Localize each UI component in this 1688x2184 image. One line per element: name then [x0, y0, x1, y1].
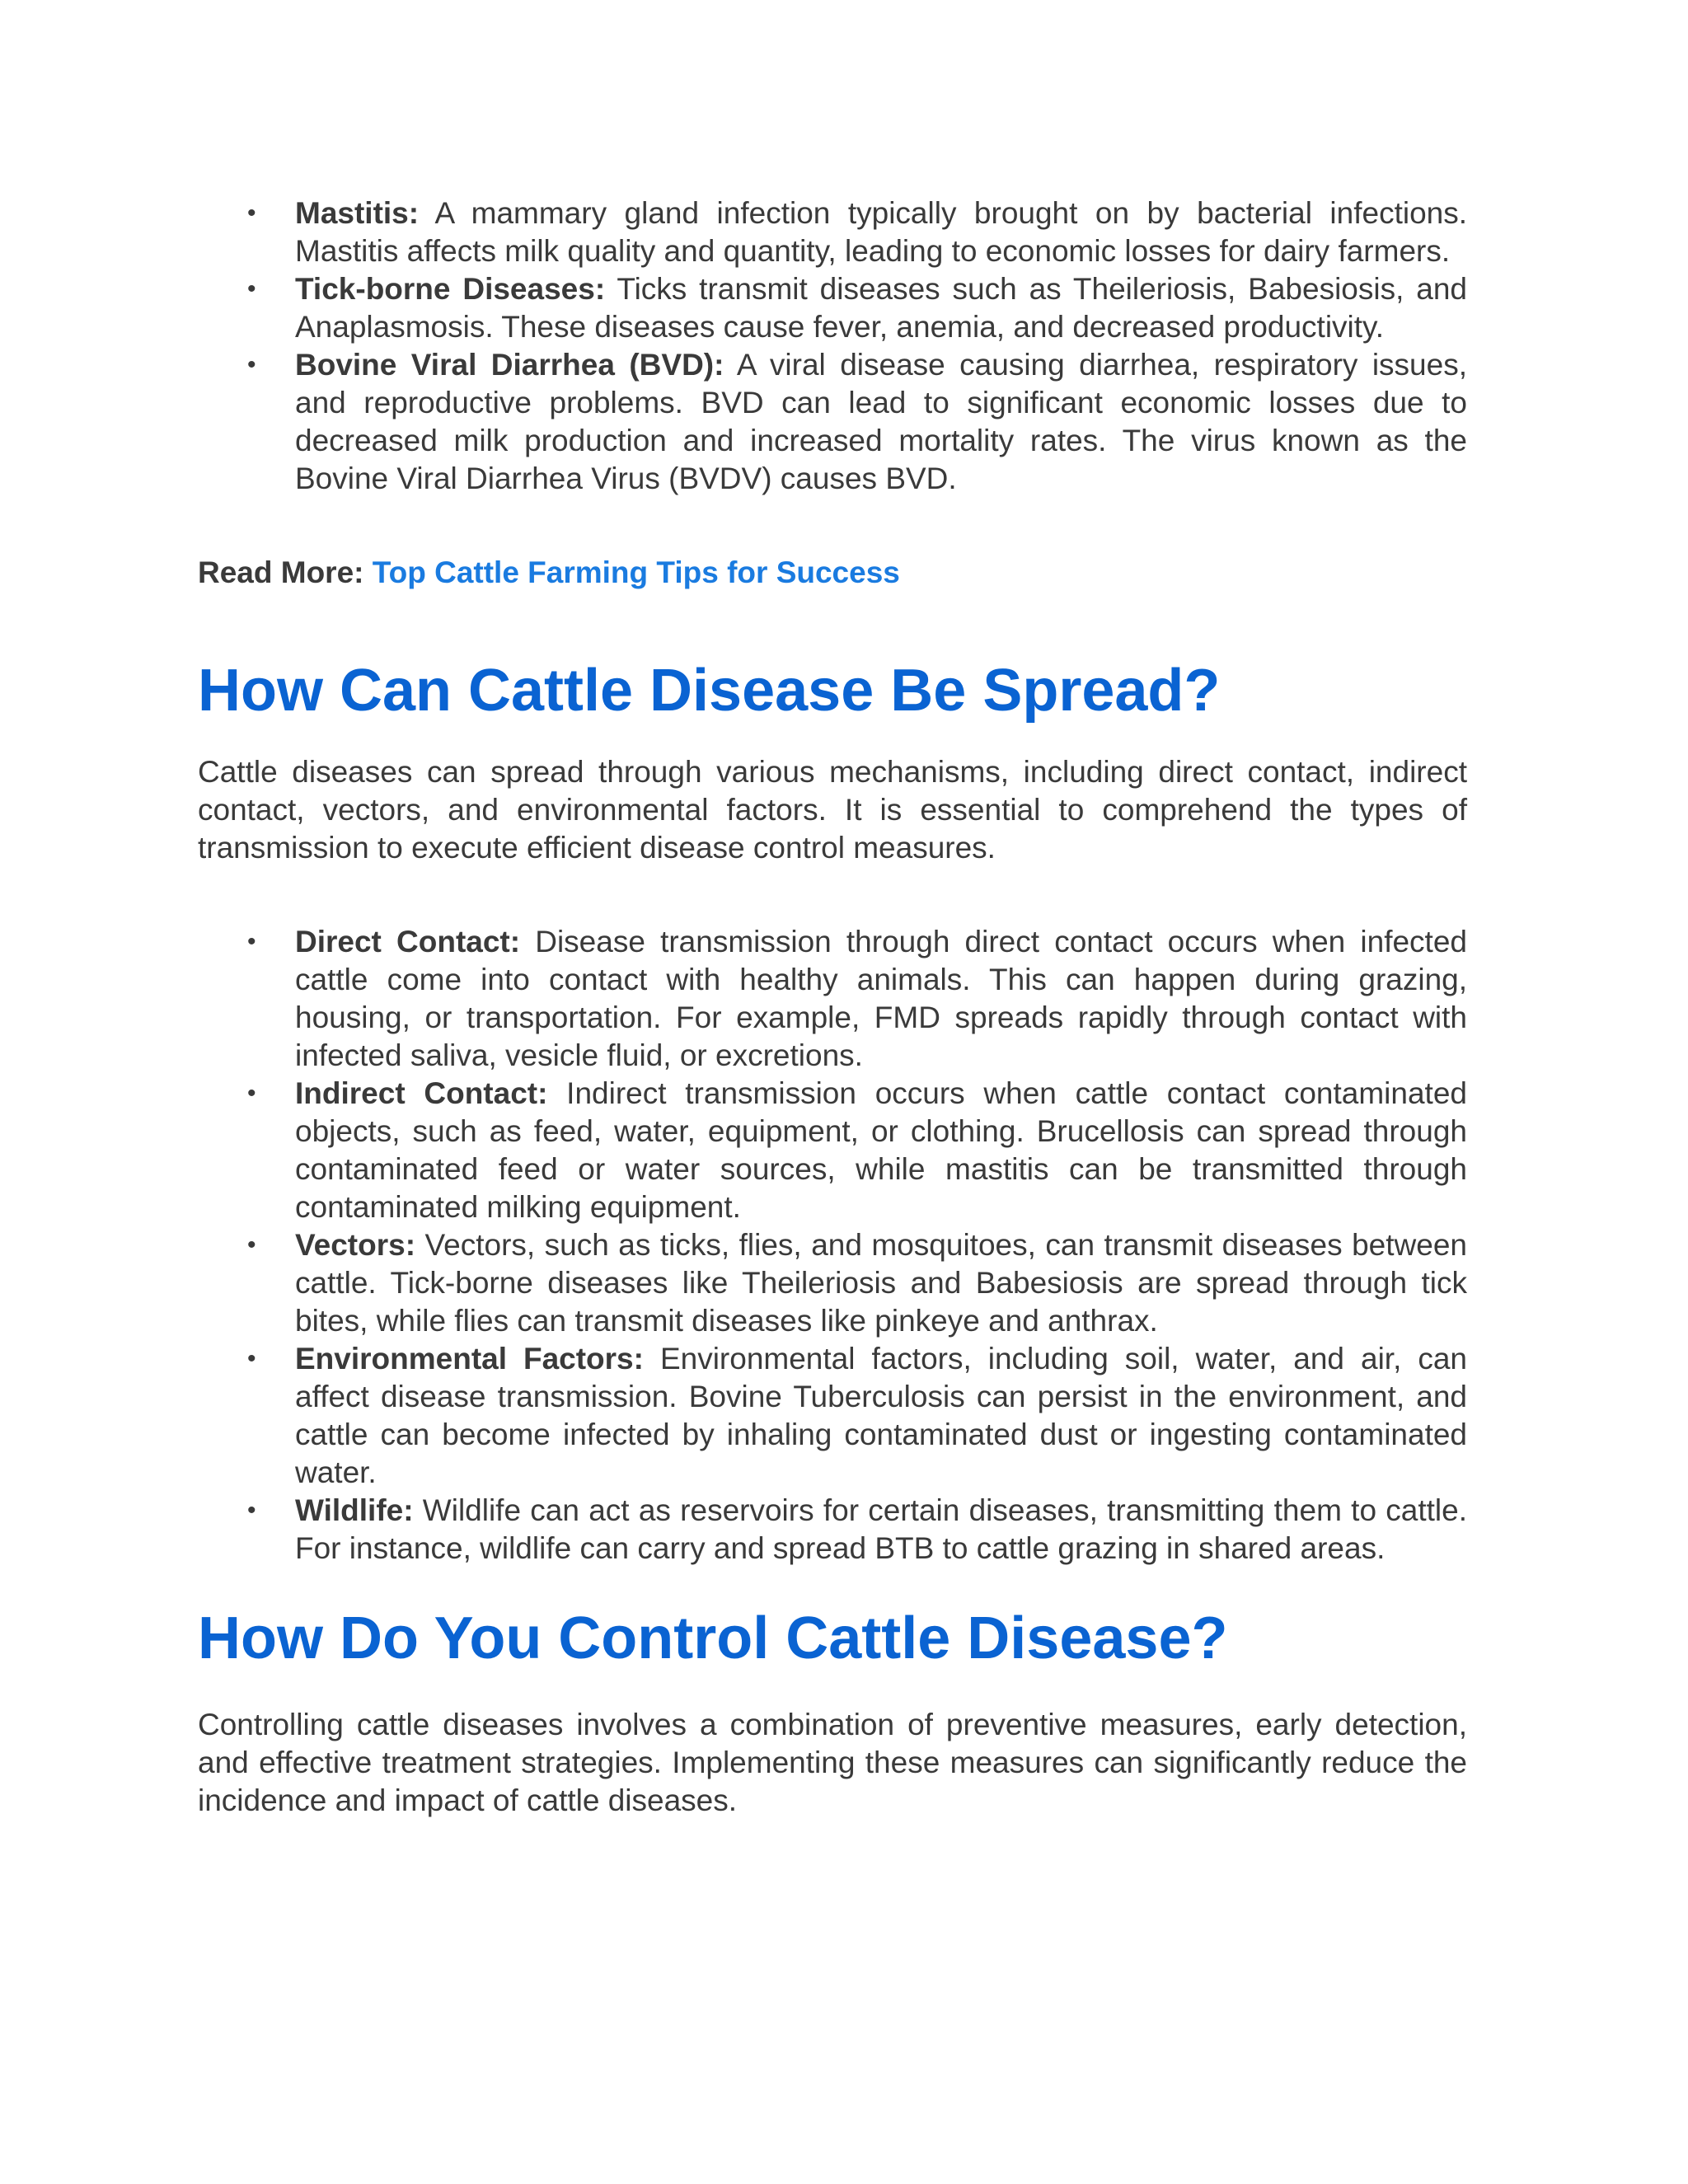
- section-heading-control: How Do You Control Cattle Disease?: [198, 1605, 1228, 1671]
- list-item-term: Mastitis:: [295, 196, 420, 230]
- document-page: [198, 194, 1467, 1820]
- bullet-icon: •: [247, 1345, 256, 1372]
- section-intro-control: Controlling cattle diseases involves a combination of preventive measures, early detection, and effective treatment strategies. Implementing these measures can significantly reduce the incidence and impact of cattle diseases.: [198, 1708, 1467, 1817]
- list-item-text: Wildlife can act as reservoirs for certain diseases, transmitting them to cattle. For instance, wildlife can carry and spread BTB to cattle grazing in shared areas.: [295, 1493, 1467, 1565]
- list-item-text: Ticks transmit diseases such as Theileriosis, Babesiosis, and Anaplasmosis. These diseases cause fever, anemia, and decreased productivity.: [295, 272, 1467, 344]
- bullet-icon: •: [247, 199, 256, 227]
- list-item: [198, 1226, 1467, 1340]
- list-item-term: Direct Contact:: [295, 925, 521, 958]
- list-item: [198, 1340, 1467, 1492]
- section-intro-spread: Cattle diseases can spread through various mechanisms, including direct contact, indirect contact, vectors, and environmental factors. It is essential to comprehend the types of transmission to execute efficient disease control measures.: [198, 755, 1467, 865]
- list-item-term: Tick-borne Diseases:: [295, 272, 606, 306]
- list-item-text: A viral disease causing diarrhea, respiratory issues, and reproductive problems. BVD can lead to significant economic losses due to decreased milk production and increased mortality rates. The virus known as the Bovine Viral Diarrhea Virus (BVDV) causes BVD.: [295, 348, 1467, 495]
- read-more: [198, 554, 1467, 592]
- read-more-link[interactable]: Top Cattle Farming Tips for Success: [372, 555, 900, 589]
- list-item: [198, 1492, 1467, 1568]
- list-item: [198, 1075, 1467, 1226]
- list-item-term: Vectors:: [295, 1228, 416, 1262]
- list-item: [198, 923, 1467, 1075]
- list-item-term: Indirect Contact:: [295, 1076, 548, 1110]
- disease-list: [198, 194, 1467, 498]
- bullet-icon: •: [247, 928, 256, 955]
- list-item: [198, 194, 1467, 270]
- transmission-list: [198, 923, 1467, 1568]
- list-item: [198, 270, 1467, 346]
- bullet-icon: •: [247, 1231, 256, 1258]
- list-item-text: Disease transmission through direct contact occurs when infected cattle come into contact with healthy animals. This can happen during grazing, housing, or transportation. For example, FMD spreads rapidly through contact with infected saliva, vesicle fluid, or excretions.: [295, 925, 1467, 1072]
- bullet-icon: •: [247, 1080, 256, 1107]
- list-item-text: Vectors, such as ticks, flies, and mosquitoes, can transmit diseases between cattle. Tick-borne diseases like Theileriosis and Babesiosis are spread through tick bites, while flies can transmit diseases like pinkeye and anthrax.: [295, 1228, 1467, 1338]
- list-item-text: Indirect transmission occurs when cattle contact contaminated objects, such as feed, water, equipment, or clothing. Brucellosis can spread through contaminated feed or water sources, while mastitis can be transmitted through contaminated milking equipment.: [295, 1076, 1467, 1224]
- list-item-term: Wildlife:: [295, 1493, 414, 1527]
- list-item-term: Bovine Viral Diarrhea (BVD):: [295, 348, 724, 382]
- list-item-term: Environmental Factors:: [295, 1342, 644, 1376]
- list-item: [198, 346, 1467, 498]
- list-item-text: A mammary gland infection typically brought on by bacterial infections. Mastitis affects milk quality and quantity, leading to economic losses for dairy farmers.: [295, 196, 1467, 268]
- bullet-icon: •: [247, 1497, 256, 1524]
- bullet-icon: •: [247, 351, 256, 378]
- read-more-label: Read More:: [198, 555, 364, 589]
- bullet-icon: •: [247, 275, 256, 302]
- list-item-text: Environmental factors, including soil, water, and air, can affect disease transmission. Bovine Tuberculosis can persist in the environment, and cattle can become infected by inhaling contaminated dust or ingesting contaminated water.: [295, 1342, 1467, 1489]
- section-heading-spread: How Can Cattle Disease Be Spread?: [198, 658, 1221, 724]
